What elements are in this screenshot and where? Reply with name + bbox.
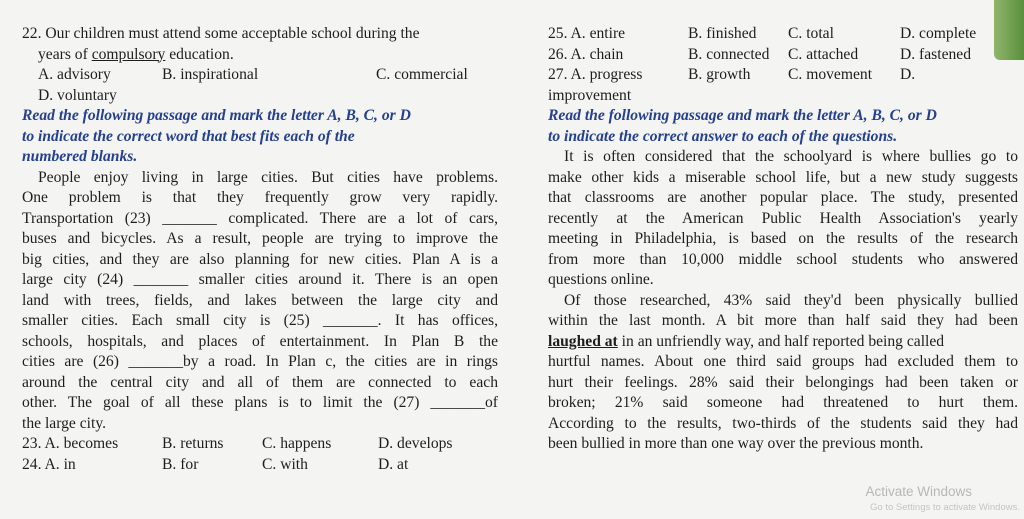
left-column [22, 24, 498, 475]
passage-line: schools, hospitals, and places of entertainment. In Plan B the [22, 332, 498, 350]
passage-line: hurt their feelings. 28% said their belongings had been taken or [548, 373, 1018, 391]
right-column [548, 24, 1018, 455]
q24-option-c: C. with [262, 455, 308, 473]
q22-option-c: C. commercial [376, 66, 468, 83]
instruction-line: to indicate the correct answer to each of the questions. [548, 127, 898, 145]
q24-option-b: B. for [162, 455, 199, 473]
passage-line: It is often considered that the schoolyard is where bullies go to [564, 148, 1018, 165]
passage-line: Transportation (23) _______ complicated. There are a lot of cars, [22, 209, 498, 227]
underlined-word: compulsory [91, 45, 166, 63]
q23-option-c: C. happens [262, 435, 332, 452]
q25-option-d: D. complete [900, 25, 977, 42]
activate-windows-title: Activate Windows [865, 484, 972, 499]
instruction-line: Read the following passage and mark the letter A, B, C, or D [548, 107, 937, 124]
q22-options [22, 65, 498, 86]
passage-line: Of those researched, 43% said they'd been physically bullied [564, 291, 1018, 309]
passage-line: questions online. [548, 271, 654, 288]
q27-option-b: B. growth [688, 66, 751, 83]
q25-options [548, 24, 1018, 45]
q23-option-d: D. develops [378, 435, 453, 452]
instruction-line: to indicate the correct word that best fits each of the [22, 127, 355, 145]
q25-option-a: 25. A. entire [548, 25, 626, 42]
q23-option-a: 23. A. becomes [22, 435, 119, 452]
q26-option-a: 26. A. chain [548, 45, 624, 63]
q27-option-a: 27. A. progress [548, 66, 643, 83]
q26-option-b: B. connected [688, 45, 770, 63]
q23-option-b: B. returns [162, 435, 224, 452]
q24-option-d: D. at [378, 455, 409, 473]
passage-line: around the central city and all of them are connected to each [22, 373, 498, 391]
passage-line: smaller cities. Each small city is (25) _______. It has offices, [22, 312, 498, 329]
passage-line: the large city. [22, 414, 106, 432]
q26-option-d: D. fastened [900, 45, 972, 63]
passage-line: within the last month. A bit more than half said they had been [548, 312, 1018, 329]
underlined-phrase: laughed at [548, 332, 618, 350]
passage-line: buses and bicycles. As a result, people are trying to improve the [22, 230, 498, 247]
q26-options [548, 45, 1018, 66]
passage-line: big cities, and they are also planning for new cities. Plan A is a [22, 250, 498, 268]
q27-options [548, 65, 1018, 86]
passage-line: One problem is that they frequently grow very rapidly. [22, 189, 498, 206]
q27-option-d-continued: improvement [548, 86, 632, 104]
q22-stem-line1: 22. Our children must attend some acceptable school during the [22, 25, 420, 42]
passage-line: land with trees, fields, and lakes between the large city and [22, 291, 498, 309]
q27-option-c: C. movement [788, 66, 873, 83]
passage-line: that classrooms are another popular place. The study, presented [548, 189, 1018, 206]
app-corner-icon [994, 0, 1024, 60]
passage-line: large city (24) _______ smaller cities around it. There is an open [22, 271, 498, 288]
passage-line: People enjoy living in large cities. But cities have problems. [38, 168, 498, 186]
q25-option-b: B. finished [688, 25, 757, 42]
passage-line: meeting in Philadelphia, is based on the results of the research [548, 230, 1018, 247]
instruction-line: Read the following passage and mark the letter A, B, C, or D [22, 107, 411, 124]
q23-options [22, 434, 498, 455]
q22-option-b: B. inspirational [162, 66, 259, 83]
activate-windows-subtitle: Go to Settings to activate Windows. [870, 502, 1020, 513]
passage-line: other. The goal of all these plans is to limit the (27) _______of [22, 394, 498, 411]
q27-option-d: D. [900, 66, 916, 83]
passage-line: laughed at in an unfriendly way, and half reported being called [548, 332, 945, 350]
passage-line: broken; 21% said someone had threatened to hurt them. [548, 394, 1018, 411]
q22-option-a: A. advisory [38, 66, 111, 83]
passage-line: hurtful names. About one third said groups had excluded them to [548, 353, 1018, 370]
q25-option-c: C. total [788, 25, 834, 42]
q26-option-c: C. attached [788, 45, 859, 63]
passage-line: been bullied in more than one way over the previous month. [548, 435, 924, 452]
passage-line: According to the results, two-thirds of the students said they had [548, 414, 1018, 432]
instruction-line: numbered blanks. [22, 148, 138, 165]
passage-line: recently at the American Public Health Association's yearly [548, 209, 1018, 227]
q24-options [22, 455, 498, 476]
passage-line: from more than 10,000 middle school students who answered [548, 250, 1018, 268]
q24-option-a: 24. A. in [22, 455, 76, 473]
passage-line: make other kids a miserable school life, but a new study suggests [548, 168, 1018, 186]
q22-option-d: D. voluntary [38, 86, 117, 104]
passage-line: cities are (26) _______by a road. In Plan c, the cities are in rings [22, 353, 498, 370]
q22-stem-line2: years of compulsory education. [38, 45, 234, 63]
